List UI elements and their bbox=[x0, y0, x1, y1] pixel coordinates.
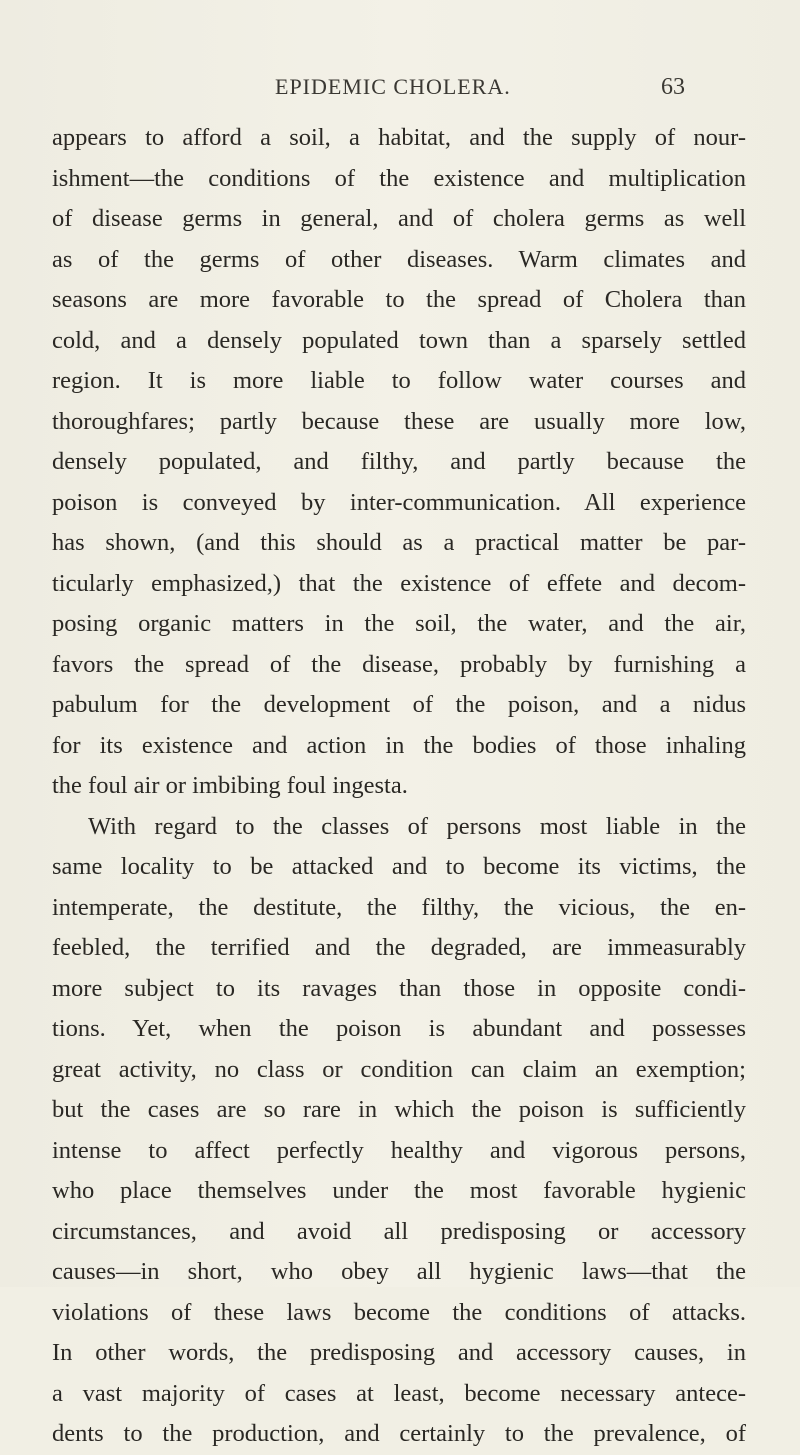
text-line: for its existence and action in the bodies of those inhaling bbox=[52, 731, 746, 759]
text-line: circumstances, and avoid all predisposing or accessory bbox=[52, 1217, 746, 1245]
paragraph-start-line: With regard to the classes of persons most liable in the bbox=[88, 812, 746, 840]
running-head bbox=[0, 74, 800, 104]
text-line: cold, and a densely populated town than a sparsely settled bbox=[52, 326, 746, 354]
text-line: appears to afford a soil, a habitat, and the supply of nour- bbox=[52, 124, 746, 151]
text-line: but the cases are so rare in which the poison is sufficiently bbox=[52, 1096, 746, 1123]
text-line: causes—in short, who obey all hygienic laws—that the bbox=[52, 1258, 746, 1285]
text-line: feebled, the terrified and the degraded, are immeasurably bbox=[52, 934, 746, 961]
text-line: densely populated, and filthy, and partly because the bbox=[52, 448, 746, 475]
text-line: favors the spread of the disease, probably by furnishing a bbox=[52, 650, 746, 678]
text-line: In other words, the predisposing and accessory causes, in bbox=[52, 1339, 746, 1366]
body-text bbox=[52, 118, 746, 1455]
text-line: violations of these laws become the conditions of attacks. bbox=[52, 1298, 746, 1326]
text-line: of disease germs in general, and of cholera germs as well bbox=[52, 205, 746, 232]
text-line: region. It is more liable to follow water courses and bbox=[52, 367, 746, 394]
text-line: ticularly emphasized,) that the existence of effete and decom- bbox=[52, 569, 746, 597]
text-line: a vast majority of cases at least, become necessary antece- bbox=[52, 1379, 746, 1407]
text-line: as of the germs of other diseases. Warm climates and bbox=[52, 245, 746, 273]
text-line: pabulum for the development of the poison, and a nidus bbox=[52, 691, 746, 718]
text-line: who place themselves under the most favorable hygienic bbox=[52, 1177, 746, 1204]
text-line: has shown, (and this should as a practical matter be par- bbox=[52, 529, 746, 556]
paragraph-end-line: the foul air or imbibing foul ingesta. bbox=[52, 772, 408, 799]
text-line: great activity, no class or condition can claim an exemption; bbox=[52, 1055, 746, 1083]
text-line: tions. Yet, when the poison is abundant and possesses bbox=[52, 1015, 746, 1042]
text-line: more subject to its ravages than those in opposite condi- bbox=[52, 974, 746, 1002]
text-line: dents to the production, and certainly to the prevalence, of bbox=[52, 1420, 746, 1447]
text-line: poison is conveyed by inter-communication. All experience bbox=[52, 488, 746, 516]
text-line: posing organic matters in the soil, the water, and the air, bbox=[52, 610, 746, 637]
text-line: intense to affect perfectly healthy and vigorous persons, bbox=[52, 1136, 746, 1164]
text-line: same locality to be attacked and to become its victims, the bbox=[52, 853, 746, 880]
text-line: intemperate, the destitute, the filthy, the vicious, the en- bbox=[52, 893, 746, 921]
text-line: ishment—the conditions of the existence and multiplication bbox=[52, 164, 746, 192]
text-line: thoroughfares; partly because these are usually more low, bbox=[52, 407, 746, 435]
text-line: seasons are more favorable to the spread of Cholera than bbox=[52, 286, 746, 313]
page-number: 63 bbox=[661, 74, 685, 100]
running-head-title: EPIDEMIC CHOLERA. bbox=[275, 74, 511, 99]
